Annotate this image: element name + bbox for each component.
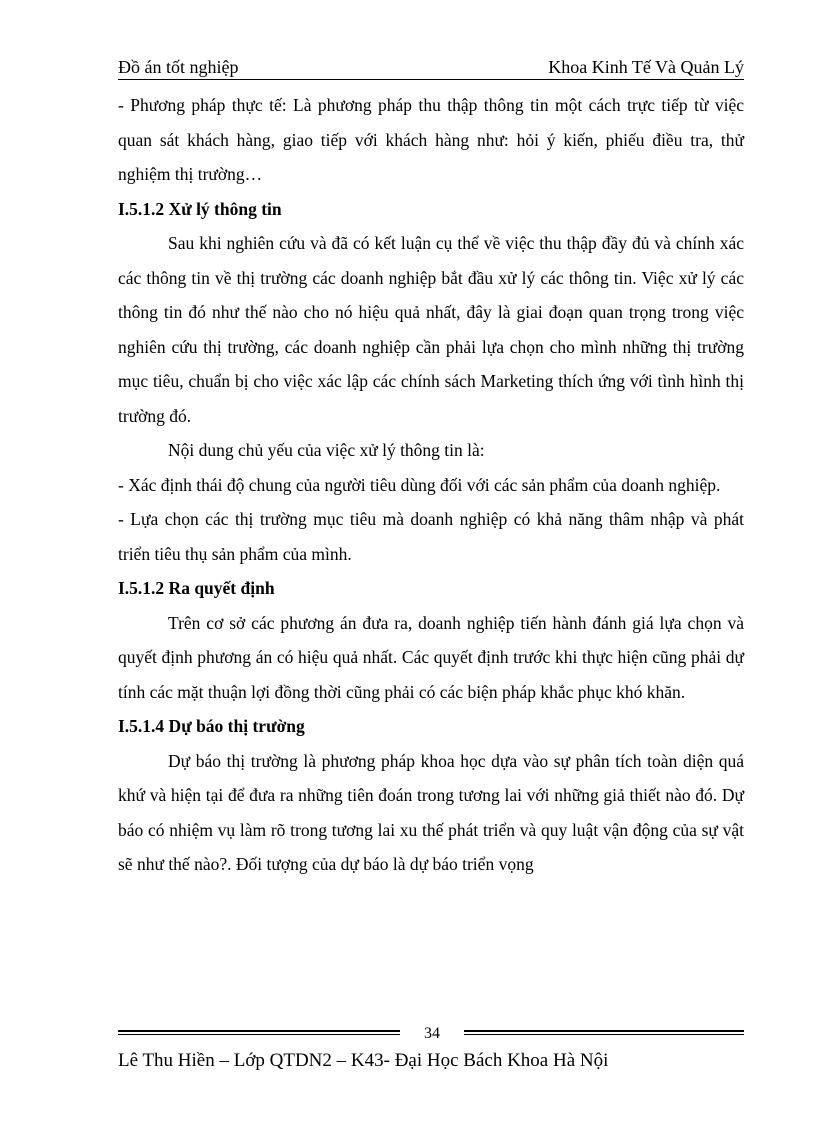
section-heading-decision: I.5.1.2 Ra quyết định [118, 578, 275, 598]
page-footer: Lê Thu Hiền – Lớp QTDN2 – K43- Đại Học Bách Khoa Hà Nội [118, 1050, 609, 1071]
bullet-attitude: - Xác định thái độ chung của người tiêu dùng đối với các sản phẩm của doanh nghiệp. [118, 474, 721, 495]
paragraph-processing-content: Nội dung chủ yếu của việc xử lý thông tin là: [168, 440, 485, 460]
header-left: Đồ án tốt nghiệp [118, 57, 239, 77]
paragraph-decision: Trên cơ sở các phương án đưa ra, doanh nghiệp tiến hành đánh giá lựa chọn và quyết định phương án có hiệu quả nhất. Các quyết định trước khi thực hiện cũng phải dự tính các mặt thuận lợi đồng thời cũng phải có các biện pháp khắc phục khó khăn. [118, 612, 744, 702]
header-rule [118, 79, 744, 80]
header-right: Khoa Kinh Tế Và Quản Lý [548, 57, 744, 77]
bullet-target-markets: - Lựa chọn các thị trường mục tiêu mà doanh nghiệp có khả năng thâm nhập và phát triển tiêu thụ sản phẩm của mình. [118, 509, 744, 564]
paragraph-method: - Phương pháp thực tế: Là phương pháp thu thập thông tin một cách trực tiếp từ việc quan sát khách hàng, giao tiếp với khách hàng như: hỏi ý kiến, phiếu điều tra, thử nghiệm thị trường… [118, 95, 744, 184]
paragraph-processing: Sau khi nghiên cứu và đã có kết luận cụ thể về việc thu thập đầy đủ và chính xác các thông tin về thị trường các doanh nghiệp bắt đầu xử lý các thông tin. Việc xử lý các thông tin đó như thế nào cho nó hiệu quả nhất, đây là giai đoạn quan trọng trong việc nghiên cứu thị trường, các doanh nghiệp cần phải lựa chọn cho mình những thị trường mục tiêu, chuẩn bị cho việc xác lập các chính sách Marketing thích ứng với tình hình thị trường đó. [118, 233, 744, 426]
page-number: 34 [400, 1026, 464, 1042]
paragraph-forecast: Dự báo thị trường là phương pháp khoa học dựa vào sự phân tích toàn diện quá khứ và hiện tại để đưa ra những tiên đoán trong tương lai với những giả thiết nào đó. Dự báo có nhiệm vụ làm rõ trong tương lai xu thế phát triển và quy luật vận động của sự vật sẽ như thế nào?. Đối tượng của dự báo là dự báo triển vọng [118, 750, 744, 874]
page-header [118, 52, 744, 78]
section-heading-processing: I.5.1.2 Xử lý thông tin [118, 198, 282, 219]
page-content [118, 88, 744, 882]
section-heading-forecast: I.5.1.4 Dự báo thị trường [118, 716, 305, 736]
